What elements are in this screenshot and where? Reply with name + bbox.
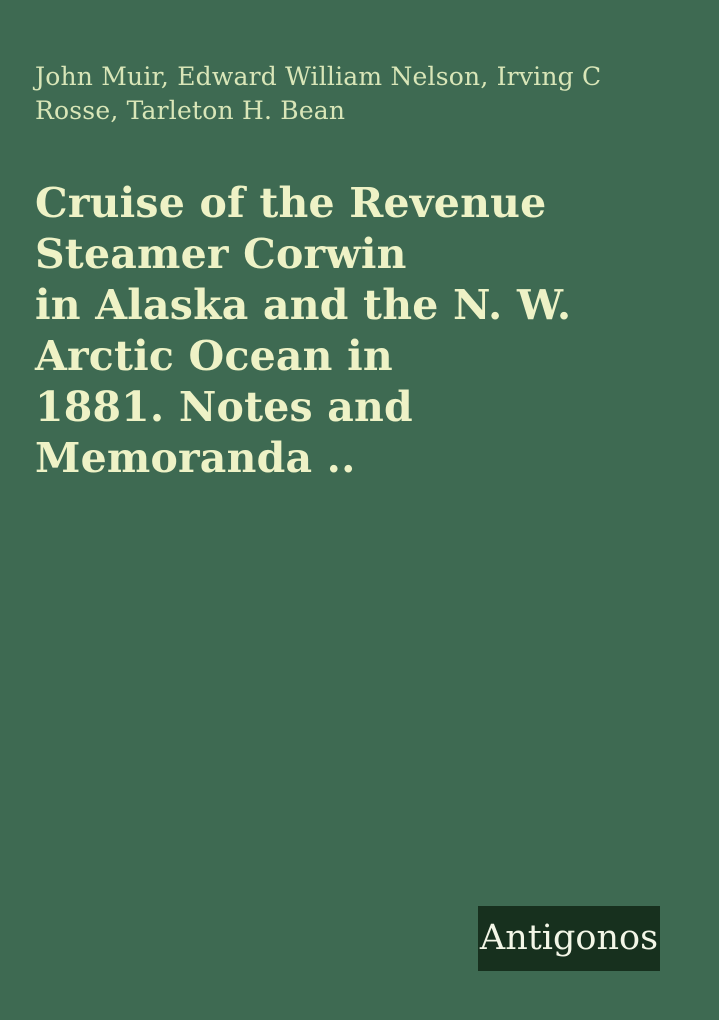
book-authors (35, 60, 655, 128)
book-title-line: Cruise of the Revenue Steamer Corwin (35, 179, 547, 278)
publisher-name: Antigonos (479, 918, 659, 958)
book-authors-line: Rosse, Tarleton H. Bean (35, 96, 346, 125)
book-title-line: 1881. Notes and Memoranda .. (35, 383, 413, 482)
book-title (35, 178, 685, 484)
book-title-line: in Alaska and the N. W. Arctic Ocean in (35, 281, 572, 380)
publisher-logo-box (478, 906, 660, 971)
book-authors-line: John Muir, Edward William Nelson, Irving C (35, 62, 602, 91)
